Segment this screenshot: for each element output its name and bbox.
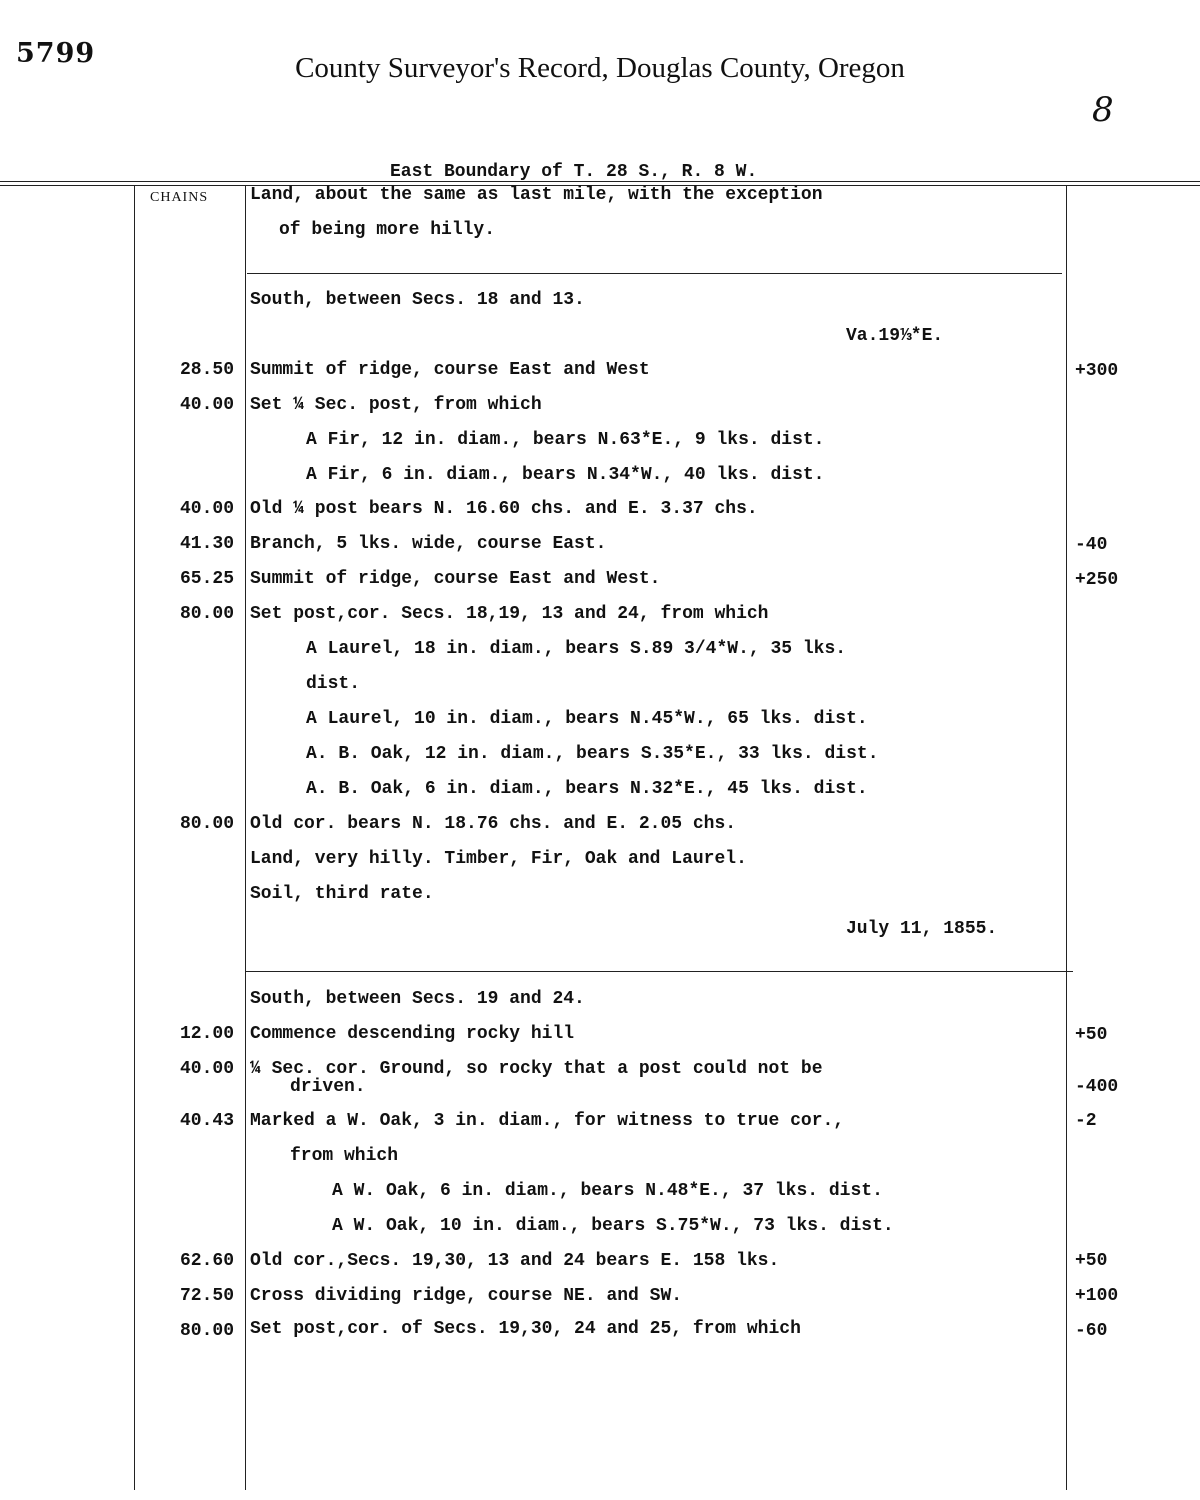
chain-value: 80.00 xyxy=(179,604,234,624)
boundary-title: East Boundary of T. 28 S., R. 8 W. xyxy=(390,162,758,182)
entry-text: A Laurel, 10 in. diam., bears N.45*W., 65 lks. dist. xyxy=(306,709,868,729)
column-divider-left xyxy=(134,185,135,1490)
chain-value: 28.50 xyxy=(179,360,234,380)
elevation-value: -2 xyxy=(1075,1111,1097,1131)
entry-text: Marked a W. Oak, 3 in. diam., for witness to true cor., xyxy=(250,1111,845,1131)
entry-text: Set post,cor. Secs. 18,19, 13 and 24, from which xyxy=(250,604,769,624)
column-divider-elevation xyxy=(1066,185,1067,1490)
section1-intro-line1: Land, about the same as last mile, with the exception xyxy=(250,185,823,205)
elevation-value: -40 xyxy=(1075,535,1108,555)
elevation-value: +100 xyxy=(1075,1286,1119,1306)
entry-text: Old cor.,Secs. 19,30, 13 and 24 bears E. 158 lks. xyxy=(250,1251,780,1271)
entry-text: driven. xyxy=(290,1077,366,1097)
elevation-value: -60 xyxy=(1075,1321,1108,1341)
entry-text: A. B. Oak, 6 in. diam., bears N.32*E., 45 lks. dist. xyxy=(306,779,868,799)
elevation-value: +50 xyxy=(1075,1251,1108,1271)
entry-text: Old ¼ post bears N. 16.60 chs. and E. 3.37 chs. xyxy=(250,499,758,519)
section-rule-2 xyxy=(245,971,1073,972)
section2-variation: Va.19⅓*E. xyxy=(846,326,944,346)
column-divider-chains xyxy=(245,185,246,1490)
chain-value: 40.00 xyxy=(179,1059,234,1079)
entry-text: Soil, third rate. xyxy=(250,884,434,904)
elevation-value: +50 xyxy=(1075,1025,1108,1045)
entry-text: Set post,cor. of Secs. 19,30, 24 and 25, from which xyxy=(250,1319,801,1339)
entry-text: A W. Oak, 10 in. diam., bears S.75*W., 73 lks. dist. xyxy=(332,1216,894,1236)
header-rule-top xyxy=(0,181,1200,182)
elevation-value: +300 xyxy=(1075,361,1119,381)
page-mark: 8 xyxy=(1092,90,1114,130)
entry-date: July 11, 1855. xyxy=(846,919,998,939)
section1-intro-line2: of being more hilly. xyxy=(279,220,496,240)
section-rule-1 xyxy=(247,273,1062,274)
entry-text: A W. Oak, 6 in. diam., bears N.48*E., 37 lks. dist. xyxy=(332,1181,883,1201)
page-title: County Surveyor's Record, Douglas County, Oregon xyxy=(295,52,905,84)
chain-value: 65.25 xyxy=(179,569,234,589)
chains-header: CHAINS xyxy=(150,190,209,205)
chain-value: 41.30 xyxy=(179,534,234,554)
chain-value: 40.00 xyxy=(179,499,234,519)
chain-value: 80.00 xyxy=(179,1321,234,1341)
entry-text: A Laurel, 18 in. diam., bears S.89 3/4*W., 35 lks. xyxy=(306,639,847,659)
entry-text: A. B. Oak, 12 in. diam., bears S.35*E., 33 lks. dist. xyxy=(306,744,879,764)
entry-text: Commence descending rocky hill xyxy=(250,1024,575,1044)
entry-text: Land, very hilly. Timber, Fir, Oak and Laurel. xyxy=(250,849,747,869)
entry-text: from which xyxy=(290,1146,399,1166)
page-number: 5799 xyxy=(16,38,96,69)
chain-value: 72.50 xyxy=(179,1286,234,1306)
entry-text: ¼ Sec. cor. Ground, so rocky that a post could not be xyxy=(250,1059,823,1079)
entry-text: Summit of ridge, course East and West. xyxy=(250,569,661,589)
chain-value: 40.00 xyxy=(179,395,234,415)
chain-value: 12.00 xyxy=(179,1024,234,1044)
entry-text: A Fir, 6 in. diam., bears N.34*W., 40 lks. dist. xyxy=(306,465,825,485)
section2-heading: South, between Secs. 18 and 13. xyxy=(250,290,585,310)
entry-text: Old cor. bears N. 18.76 chs. and E. 2.05 chs. xyxy=(250,814,737,834)
entry-text: A Fir, 12 in. diam., bears N.63*E., 9 lks. dist. xyxy=(306,430,825,450)
chain-value: 40.43 xyxy=(179,1111,234,1131)
chain-value: 80.00 xyxy=(179,814,234,834)
entry-text: Branch, 5 lks. wide, course East. xyxy=(250,534,607,554)
entry-text: Summit of ridge, course East and West xyxy=(250,360,650,380)
elevation-value: -400 xyxy=(1075,1077,1119,1097)
chain-value: 62.60 xyxy=(179,1251,234,1271)
entry-text: Cross dividing ridge, course NE. and SW. xyxy=(250,1286,683,1306)
entry-text: dist. xyxy=(306,674,361,694)
elevation-value: +250 xyxy=(1075,570,1119,590)
entry-text: Set ¼ Sec. post, from which xyxy=(250,395,542,415)
section3-heading: South, between Secs. 19 and 24. xyxy=(250,989,585,1009)
